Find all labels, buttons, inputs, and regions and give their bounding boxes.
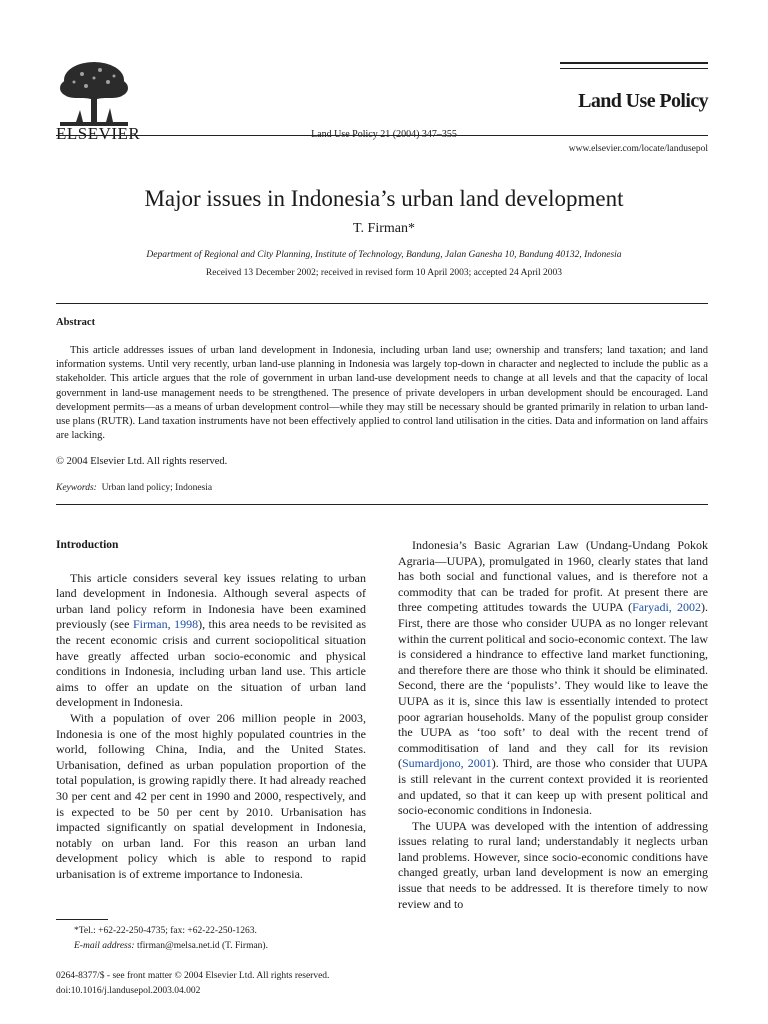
footnote-tel-fax: *Tel.: +62-22-250-4735; fax: +62-22-250-1263.	[74, 926, 257, 936]
publisher-name: ELSEVIER	[56, 124, 141, 143]
abstract-body	[56, 344, 708, 443]
keywords-label: Keywords:	[56, 483, 97, 493]
footnote-email-label: E-mail address:	[74, 941, 135, 951]
keywords-bottom-rule	[56, 504, 708, 505]
right-paragraph-1-text-c: ). Third, are those who consider that UUPA is still relevant in the current context provided it is reoriented and updated, so that it can keep up with present political and socio-economic conditions in Indonesia.	[398, 756, 708, 818]
left-paragraph-1-text-a: This article considers several key issues relating to urban land development in Indonesia. Although several aspects of urban land policy reform in Indonesia have been examined previously (see	[56, 570, 366, 632]
elsevier-tree-logo	[56, 60, 132, 130]
journal-homepage-link[interactable]: www.elsevier.com/locate/landusepol	[568, 144, 708, 154]
abstract-copyright: © 2004 Elsevier Ltd. All rights reserved.	[56, 456, 228, 467]
abstract-heading: Abstract	[56, 317, 96, 328]
left-paragraph-1-text-b: ), this area needs to be revisited as the recent economic crisis and current sociopolitical situation have greatly affected urban socio-economic and physical conditions in Indonesia, including urban land use. This article aims to offer an update on the situation of urban land development in Indonesia.	[56, 617, 366, 710]
right-paragraph-1	[398, 538, 708, 819]
author-affiliation: Department of Regional and City Planning, Institute of Technology, Bandung, Jalan Ganesha 10, Bandung 40132, Indonesia	[146, 250, 622, 260]
footnote-email-line	[56, 939, 366, 954]
article-title: Major issues in Indonesia’s urban land development	[144, 186, 624, 211]
keywords-line	[56, 483, 212, 493]
body-right-column	[398, 538, 708, 912]
right-paragraph-2: The UUPA was developed with the intention of addressing issues relating to rural land; understandably it neglects urban land problems. However, since socio-economic conditions have changed greatly, urban land development is now an emerging issue that needs to be addressed. It is therefore timely to now review and to	[398, 818, 708, 911]
masthead-rule-thick	[560, 62, 708, 64]
citation-link-sumardjono-2001[interactable]: Sumardjono, 2001	[402, 756, 492, 771]
received-dates: Received 13 December 2002; received in revised form 10 April 2003; accepted 24 April 2003	[205, 268, 563, 278]
article-author: T. Firman*	[353, 221, 415, 236]
header-divider	[56, 135, 708, 136]
body-left-column	[56, 538, 366, 882]
doi-line[interactable]: doi:10.1016/j.landusepol.2003.04.002	[56, 986, 201, 996]
footnote-email[interactable]: tfirman@melsa.net.id (T. Firman).	[136, 941, 268, 951]
keywords-text: Urban land policy; Indonesia	[101, 483, 213, 493]
right-paragraph-1-text-a: Indonesia’s Basic Agrarian Law (Undang-Undang Pokok Agraria—UUPA), promulgated in 1960, clearly states that land has both social and functional values, and is therefore not a commodity that can be traded for profit. At present there are three competing attitudes towards the UUPA (	[398, 538, 708, 615]
section-heading-introduction: Introduction	[56, 539, 119, 551]
left-paragraph-1	[56, 571, 366, 711]
journal-citation: Land Use Policy 21 (2004) 347–355	[311, 129, 457, 140]
abstract-text: This article addresses issues of urban land development in Indonesia, including urban land use; ownership and transfers; land taxation; and land information systems. Until very recently, urban land-use planning in Indonesia was largely top-down in character and neglected to include the public as a stakeholder. This article argues that the role of government in urban land-use development needs to change at all levels and that the capacity of local government in land-use management needs to be strengthened. The presence of private developers in urban development should be encouraged. Land development permits—as a means of urban development control—while they may still be necessary should be granted primarily in relation to urban land-use plans (RUTR). Land taxation instruments have not been effectively applied to control land utilisation in the cities. Data and information on land affairs are lacking.	[56, 345, 708, 442]
author-footnote	[56, 924, 366, 954]
journal-title: Land Use Policy	[578, 90, 708, 112]
right-paragraph-1-text-b: ). First, there are those who consider UUPA as no longer relevant within the current political and socio-economic context. The law is considered a hindrance to effective land market functioning, and therefore there are those who think it should be eliminated. Second, there are the ‘populists’. They would like to leave the UUPA as it is, since this law is essentially intended to protect poor agrarian households. Many of the populist group consider the UUPA as ‘too soft’ to deal with the recent trend of commoditisation of land and they call for its revision (	[398, 600, 709, 771]
left-paragraph-2: With a population of over 206 million people in 2003, Indonesia is one of the most highly populated countries in the world, following China, India, and the United States. Urbanisation, defined as urban population proportion of the total population, is growing rapidly there. It had already reached 30 per cent and 42 per cent in 1990 and 2000, respectively, and is expected to be 50 per cent by 2010. Urbanisation has impacted significantly on spatial development in Indonesia, notably on urban land. For this reason an urban land development policy which is able to respond to rapid urbanisation is of extreme importance to Indonesia.	[56, 710, 366, 881]
abstract-top-rule	[56, 303, 708, 304]
citation-link-firman-1998[interactable]: Firman, 1998	[132, 617, 199, 632]
masthead-rule-thin	[560, 68, 708, 69]
issn-line: 0264-8377/$ - see front matter © 2004 Elsevier Ltd. All rights reserved.	[56, 971, 330, 981]
footnote-rule	[56, 919, 108, 920]
citation-link-faryadi-2002[interactable]: Faryadi, 2002	[632, 600, 701, 615]
front-matter-info	[56, 969, 396, 999]
